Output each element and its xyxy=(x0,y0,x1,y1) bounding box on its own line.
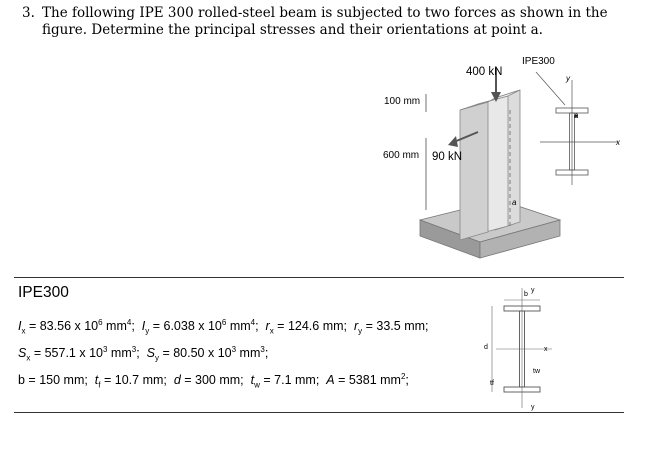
force-90-head xyxy=(448,136,458,147)
sketch-y-label: y xyxy=(531,287,535,294)
properties-line-2: $S_x = 557.1$ x $10^3$ $mm^3$; $S_y = 80.50$ x $10^3$ $mm^3$; xyxy=(18,345,269,363)
a-value: 5381 mm xyxy=(348,373,401,388)
problem-number: 3. xyxy=(22,5,35,21)
sy-exp: 3 xyxy=(231,345,237,354)
section-axis-x: x xyxy=(616,138,620,147)
properties-line-1: $I_x = 83.56$ x $10^6$ $mm^4$; $I_y = 6.038$ x $10^6$ $mm^4$; $r_x = 124.6$ mm; $r_y = 33.5$ mm; xyxy=(18,318,429,336)
sketch-tw-label: tw xyxy=(533,368,540,375)
sketch-x-label: x xyxy=(544,346,548,353)
properties-line-3: b = 150 mm; $t_f = 10.7$ mm; d = 300 mm; $t_w = 7.1$ mm; A = 5381 $mm^2$; xyxy=(18,372,409,390)
section-leader xyxy=(536,72,565,105)
column-point-a: a xyxy=(512,198,517,207)
iy-exp: 6 xyxy=(221,318,227,327)
dim-top-label: 100 mm xyxy=(384,96,421,107)
section-sketch xyxy=(478,284,568,412)
d-value: 300 mm; xyxy=(195,373,244,388)
separator-top xyxy=(14,277,624,278)
section-axis-y: y xyxy=(566,74,570,83)
problem-text: The following IPE 300 rolled-steel beam is subjected to two forces as shown in the figure. Determine the principal stresses and their orientations at point a. xyxy=(42,5,608,38)
ix-exp: 6 xyxy=(98,318,103,327)
sketch-b-label: b xyxy=(524,291,528,298)
force-lateral-label: 90 kN xyxy=(432,151,463,163)
section-point-a: a xyxy=(574,111,579,120)
separator-bottom xyxy=(14,412,624,413)
tw-value: 7.1 mm; xyxy=(274,373,320,388)
force-vertical-label: 400 kN xyxy=(466,66,503,78)
section-label: IPE300 xyxy=(522,56,555,67)
sy-value: 80.50 x 10 xyxy=(173,346,232,361)
rx-value: 124.6 mm; xyxy=(287,319,348,334)
sketch-tf-label: tf xyxy=(490,380,494,387)
dim-side-label: 600 mm xyxy=(383,150,420,161)
ry-value: 33.5 mm; xyxy=(376,319,429,334)
sketch-d-label: d xyxy=(484,344,488,351)
properties-title: IPE300 xyxy=(18,284,69,301)
tf-value: 10.7 mm; xyxy=(114,373,167,388)
iy-value: 6.038 x 10 xyxy=(163,319,222,334)
sx-value: 557.1 x 10 xyxy=(44,346,103,361)
b-value: 150 mm; xyxy=(39,373,88,388)
sx-exp: 3 xyxy=(102,345,108,354)
ix-value: 83.56 x 10 xyxy=(39,319,99,334)
column-flange-front xyxy=(460,102,488,240)
sketch-y-label-bottom: y xyxy=(531,404,535,411)
